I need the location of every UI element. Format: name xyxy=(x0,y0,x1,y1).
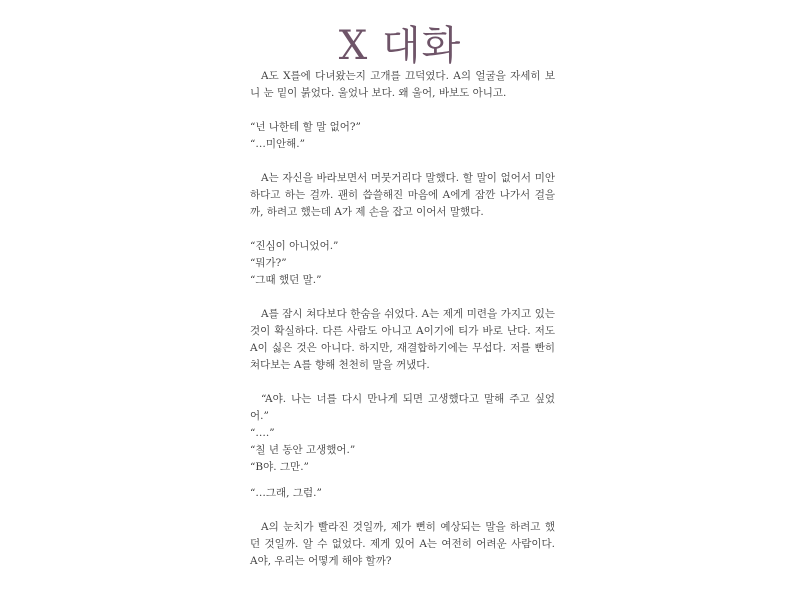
document-title: X 대화 xyxy=(338,23,462,69)
dialogue-line-long: “A야. 나는 너를 다시 만나게 되면 고생했다고 말해 주고 싶었어.” xyxy=(250,393,555,422)
dialogue-line: “칠 년 동안 고생했어.” xyxy=(250,444,356,456)
dialogue-line: “넌 나한테 할 말 없어?” xyxy=(250,121,361,133)
paragraph-4: A의 눈치가 빨라진 것일까, 제가 뻔히 예상되는 말을 하려고 했던 것일까. 알 수 없었다. 제게 있어 A는 여전히 어려운 사람이다. A야, 우리는 어떻게 해야 할까? xyxy=(250,521,555,567)
spacer xyxy=(250,102,555,119)
spacer xyxy=(250,502,555,519)
dialogue-line: “B야. 그만.” xyxy=(250,461,309,473)
spacer xyxy=(250,289,555,306)
spacer xyxy=(250,153,555,170)
dialogue-line: “…그래, 그럼.” xyxy=(250,487,322,499)
dialogue-line: “진심이 아니었어.” xyxy=(250,240,339,252)
dialogue-line: “….” xyxy=(250,427,275,439)
spacer xyxy=(250,374,555,391)
dialogue-line: “그때 했던 말.” xyxy=(250,274,322,286)
dialogue-line: “…미안해.” xyxy=(250,138,306,150)
paragraph-2: A는 자신을 바라보면서 머뭇거리다 말했다. 할 말이 없어서 미안하다고 하는 걸까. 괜히 씁쓸해진 마음에 A에게 잠깐 나가서 걸을까, 하려고 했는데 A가 제 손을 잡고 이어서 말했다. xyxy=(250,172,555,218)
paragraph-1: A도 X를에 다녀왔는지 고개를 끄덕였다. A의 얼굴을 자세히 보니 눈 밑이 붉었다. 울었나 보다. 왜 울어, 바보도 아니고. xyxy=(250,70,555,99)
spacer xyxy=(250,476,555,485)
spacer xyxy=(250,221,555,238)
dialogue-line: “뭐가?” xyxy=(250,257,287,269)
paragraph-3: A를 잠시 쳐다보다 한숨을 쉬었다. A는 제게 미련을 가지고 있는 것이 확실하다. 다른 사람도 아니고 A이기에 티가 바로 난다. 저도 A이 싫은 것은 아니다. 하지만, 재결합하기에는 무섭다. 저를 빤히 쳐다보는 A를 향해 천천히 말을 꺼냈다. xyxy=(250,308,555,371)
story-body xyxy=(250,68,555,570)
